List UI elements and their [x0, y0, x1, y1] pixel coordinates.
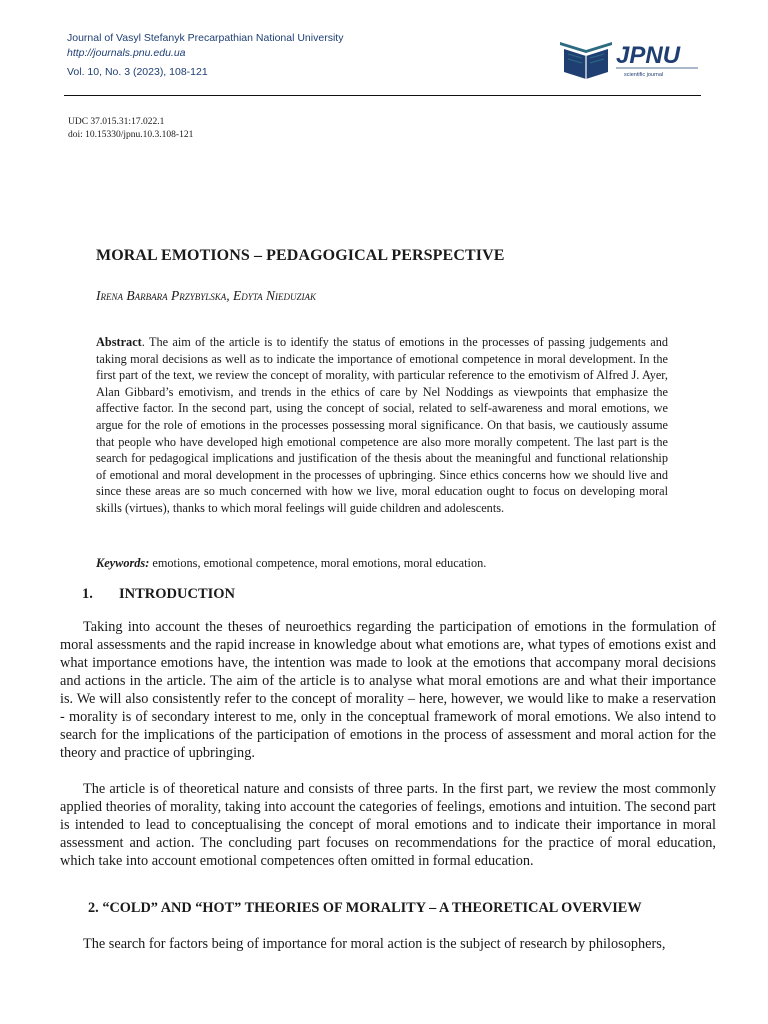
article-authors: Irena Barbara Przybylska, Edyta Nieduziak [96, 288, 316, 303]
journal-url-link[interactable]: http://journals.pnu.edu.ua [67, 47, 186, 59]
logo-text: JPNU [616, 42, 681, 69]
logo-subtext: scientific journal [624, 72, 664, 78]
keywords-label: Keywords: [96, 556, 150, 570]
journal-volume: Vol. 10, No. 3 (2023), 108-121 [67, 66, 208, 78]
section-heading-introduction [82, 586, 235, 603]
keywords [96, 556, 486, 571]
abstract [96, 334, 668, 517]
journal-name: Journal of Vasyl Stefanyk Precarpathian National University [67, 32, 344, 44]
journal-header-info [67, 31, 343, 80]
abstract-text: . The aim of the article is to identify the status of emotions in the processes of passing judgements and taking moral decisions as well as to indicate the importance of emotional competence in moral development. In the first part of the text, we review the concept of morality, with particular reference to the emotivism of Alfred J. Ayer, Alan Gibbard’s emotivism, and trends in the ethics of care by Nel Noddings as viewpoints that emphasize the affective factor. In the second part, using the concept of social, related to self-awareness and moral emotions, we argue for the role of emotions in the processes possessing moral significance. On that basis, we cautiously assume that people who have developed high emotional competence are also more morally competent. The last part is the search for pedagogical implications and justification of the thesis about the meaningful and functional relationship of emotional and moral development in the processes of upbringing. Since ethics concerns how we should live and since these areas are so much concerned with how we live, moral education ought to focus on developing moral skills (virtues), thanks to which moral feelings will guide children and adolescents. [96, 335, 668, 515]
article-title: MORAL EMOTIONS – PEDAGOGICAL PERSPECTIVE [96, 247, 505, 264]
abstract-label: Abstract [96, 335, 142, 349]
article-meta [68, 116, 193, 142]
section-title: INTRODUCTION [119, 586, 236, 602]
doi-link[interactable]: doi: 10.15330/jpnu.10.3.108-121 [68, 130, 194, 140]
theories-paragraph-1: The search for factors being of importance for moral action is the subject of research by philosophers, [83, 936, 666, 952]
section-title: “COLD” AND “HOT” THEORIES OF MORALITY – A THEORETICAL OVERVIEW [102, 900, 642, 916]
keywords-text: emotions, emotional competence, moral emotions, moral education. [149, 556, 487, 570]
section-number: 2. [88, 900, 99, 916]
jpnu-logo [558, 36, 703, 80]
header-divider [64, 95, 701, 96]
open-book-icon [560, 42, 612, 79]
intro-paragraph-2: The article is of theoretical nature and consists of three parts. In the first part, we review the most commonly applied theories of morality, taking into account the categories of feelings, emotions and intuition. The second part is intended to lead to conceptualising the concept of moral emotions and to indicate their importance in moral assessment and action. The concluding part focuses on recommendations for the practice of moral education, which take into account emotional competences often omitted in formal education. [60, 781, 716, 869]
intro-paragraph-1: Taking into account the theses of neuroethics regarding the participation of emotions in the formulation of moral assessments and the rapid increase in knowledge about what emotions are, what types of emotions exist and what importance emotions have, the intention was made to look at the emotions that accompany moral decisions and actions in the article. The aim of the article is to analyse what moral emotions are and what their importance is. We will also consistently refer to the concept of morality – here, however, we would like to make a reservation - morality is of secondary interest to me, only in the conceptual framework of moral emotions. We also intend to search for the implications of the participation of emotions in the process of assessment and moral action for the theory and practice of upbringing. [60, 619, 716, 761]
section-heading-theories [88, 900, 642, 917]
section-number: 1. [82, 586, 93, 602]
udc-code: UDC 37.015.31:17.022.1 [68, 117, 165, 127]
